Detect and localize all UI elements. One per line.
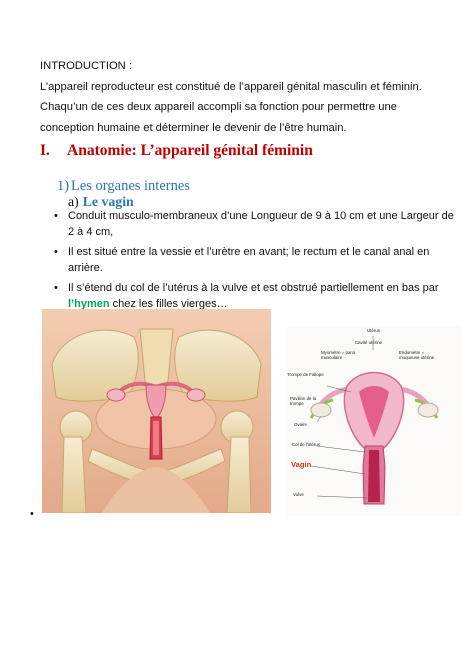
label-trompe: Trompe de Fallope	[287, 372, 324, 377]
section-title: Anatomie: L’appareil génital féminin	[67, 142, 313, 159]
bullet-text: Conduit musculo-membraneux d’une Longueur de 9 à 10 cm et une Largeur de 2 à 4 cm,	[68, 210, 454, 238]
label-endometre: Endomètre = muqueuse utérine	[399, 350, 435, 360]
pelvis-illustration	[42, 309, 271, 513]
label-myometre: Myomètre = paroi musculaire	[321, 350, 356, 360]
subsubsection-title: Le vagin	[82, 194, 134, 209]
bullet-list	[52, 209, 456, 317]
list-item	[52, 245, 456, 276]
section-number: I.	[40, 142, 50, 159]
bullet-text: Il est situé entre la vessie et l’urètre en avant; le rectum et le canal anal en arrière.	[68, 246, 430, 274]
label-vulve: Vulve	[293, 492, 304, 497]
final-bullet: •	[30, 508, 34, 520]
uterus-diagram	[287, 326, 461, 516]
intro-line-2: Chaqu’un de ces deux appareil accompli sa fonction pour permettre une	[40, 101, 397, 113]
section-heading	[40, 142, 313, 160]
subsection-heading	[57, 178, 190, 195]
hymen-highlight: l’hymen	[68, 297, 110, 310]
subsection-title: Les organes internes	[71, 178, 190, 194]
label-cavite: Cavité utérine	[355, 340, 383, 345]
list-item	[52, 209, 456, 240]
subsubsection-number: a)	[68, 194, 79, 209]
label-vagin: Vagin	[291, 460, 312, 469]
intro-heading: INTRODUCTION :	[40, 60, 132, 72]
label-col: Col de l'utérus	[292, 442, 320, 447]
bullet-text: Il s’étend du col de l’utérus à la vulve et est obstrué partiellement en bas par	[68, 282, 439, 294]
label-uterus: Utérus	[367, 328, 380, 333]
subsubsection-heading	[68, 194, 134, 210]
subsection-number: 1)	[57, 178, 70, 194]
intro-block	[40, 56, 450, 138]
list-item	[52, 281, 456, 312]
bullet-text: chez les filles vierges…	[109, 297, 228, 310]
intro-line-1: L’appareil reproducteur est constitué de l’appareil génital masculin et féminin.	[40, 80, 422, 93]
intro-line-3: conception humaine et déterminer le devenir de l’être humain.	[40, 121, 347, 134]
label-pavillon: Pavillon de la trompe	[290, 396, 317, 406]
label-ovaire: Ovaire	[294, 422, 307, 427]
